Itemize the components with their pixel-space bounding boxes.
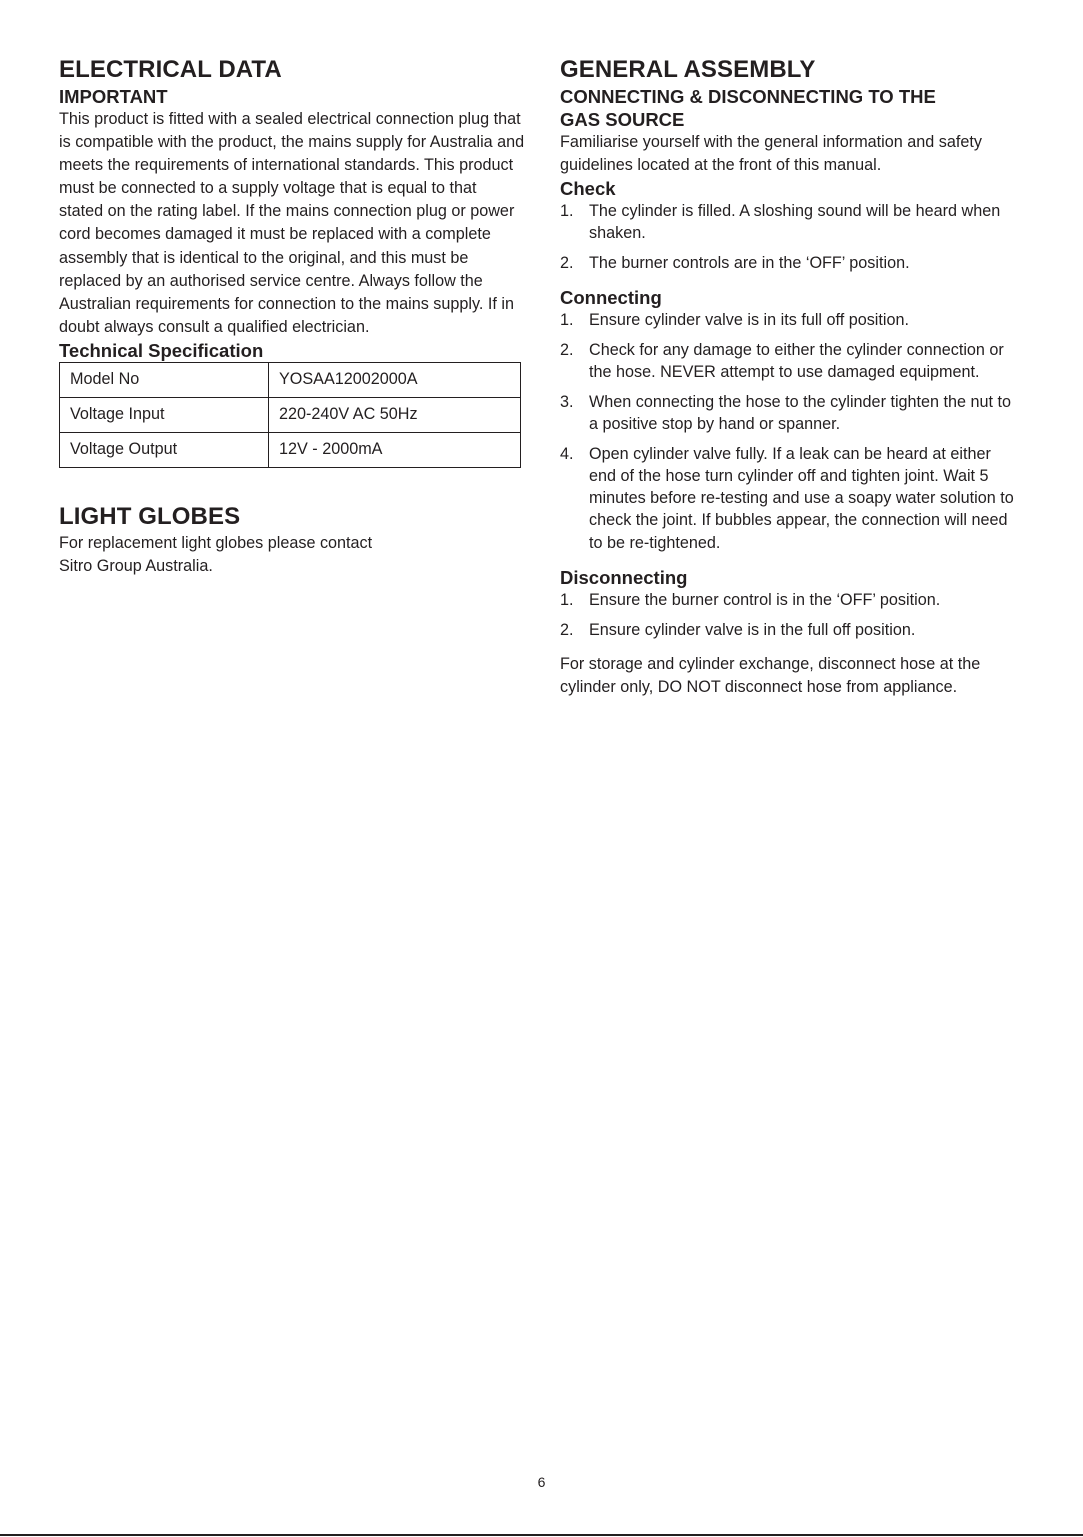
spec-label: Model No — [60, 362, 269, 397]
step-text: When connecting the hose to the cylinder tighten the nut to a positive stop by hand or spanner. — [589, 392, 1012, 434]
spec-label: Voltage Output — [60, 432, 269, 467]
step-number: 4. — [560, 444, 574, 463]
bottom-divider — [0, 1534, 1083, 1536]
light-globes-title: LIGHT GLOBES — [59, 502, 241, 530]
storage-note: For storage and cylinder exchange, disconnect hose at the cylinder only, DO NOT disconnect hose from appliance. — [560, 654, 981, 696]
electrical-data-title: ELECTRICAL DATA — [59, 56, 282, 83]
connecting-heading: Connecting — [560, 287, 662, 309]
step-number: 2. — [560, 341, 574, 359]
spec-value: 220-240V AC 50Hz — [269, 397, 521, 432]
list-item — [560, 252, 1022, 274]
step-number: 1. — [560, 311, 574, 330]
intro-paragraph: Familiarise yourself with the general information and safety guidelines located at the front of this manual. — [560, 133, 982, 175]
list-item — [560, 309, 1022, 331]
spec-label: Voltage Input — [60, 397, 269, 432]
gas-source-subtitle-line-2: GAS SOURCE — [560, 109, 685, 130]
step-text: The burner controls are in the ‘OFF’ position. — [589, 254, 910, 273]
step-text: Open cylinder valve fully. If a leak can be heard at either end of the hose turn cylinder off and tighten joint. Wait 5 minutes before re-testing and use a soapy water solution to check the joint. If bubbles appear, the connection will need to be re-tightened. — [589, 444, 1014, 552]
table-row — [60, 362, 521, 397]
list-item — [560, 589, 1022, 611]
page-number: 6 — [537, 1474, 546, 1490]
gas-source-subtitle-line-1: CONNECTING & DISCONNECTING TO THE — [560, 86, 936, 107]
list-item — [560, 200, 1022, 244]
light-globes-line-2: Sitro Group Australia. — [59, 557, 213, 576]
light-globes-line-1: For replacement light globes please contact — [59, 533, 373, 552]
step-number: 1. — [560, 202, 574, 221]
right-column — [560, 55, 1022, 699]
check-list — [560, 200, 1022, 274]
table-row — [60, 397, 521, 432]
step-text: The cylinder is filled. A sloshing sound will be heard when shaken. — [589, 202, 1001, 243]
list-item — [560, 619, 1022, 641]
general-assembly-title: GENERAL ASSEMBLY — [560, 56, 816, 83]
step-text: Check for any damage to either the cylinder connection or the hose. NEVER attempt to use damaged equipment. — [589, 341, 1004, 382]
step-number: 1. — [560, 590, 574, 609]
table-row — [60, 432, 521, 467]
step-number: 2. — [560, 254, 574, 273]
spec-value: 12V - 2000mA — [269, 432, 521, 467]
connecting-list — [560, 309, 1022, 554]
step-text: Ensure the burner control is in the ‘OFF’ position. — [589, 590, 941, 609]
list-item — [560, 391, 1022, 435]
check-heading: Check — [560, 178, 616, 200]
list-item — [560, 443, 1022, 554]
important-paragraph: This product is fitted with a sealed electrical connection plug that is compatible with the product, the mains supply for Australia and meets the requirements of international standards. This product must be connected to a supply voltage that is equal to that stated on the rating label. If the mains connection plug or power cord becomes damaged it must be replaced with a complete assembly that is identical to the original, and this must be replaced by an authorised service centre. Always follow the Australian requirements for connection to the mains supply. If in doubt always consult a qualified electrician. — [59, 110, 525, 336]
technical-specification-heading: Technical Specification — [59, 339, 264, 361]
spec-value: YOSAA12002000A — [269, 362, 521, 397]
important-heading: IMPORTANT — [59, 86, 168, 107]
step-text: Ensure cylinder valve is in the full off position. — [589, 620, 916, 639]
step-number: 3. — [560, 392, 574, 411]
step-number: 2. — [560, 620, 574, 639]
list-item — [560, 339, 1022, 383]
step-text: Ensure cylinder valve is in its full off position. — [589, 311, 910, 330]
disconnecting-heading: Disconnecting — [560, 566, 688, 588]
left-column — [59, 55, 525, 578]
disconnecting-list — [560, 589, 1022, 641]
specification-table — [59, 362, 521, 468]
